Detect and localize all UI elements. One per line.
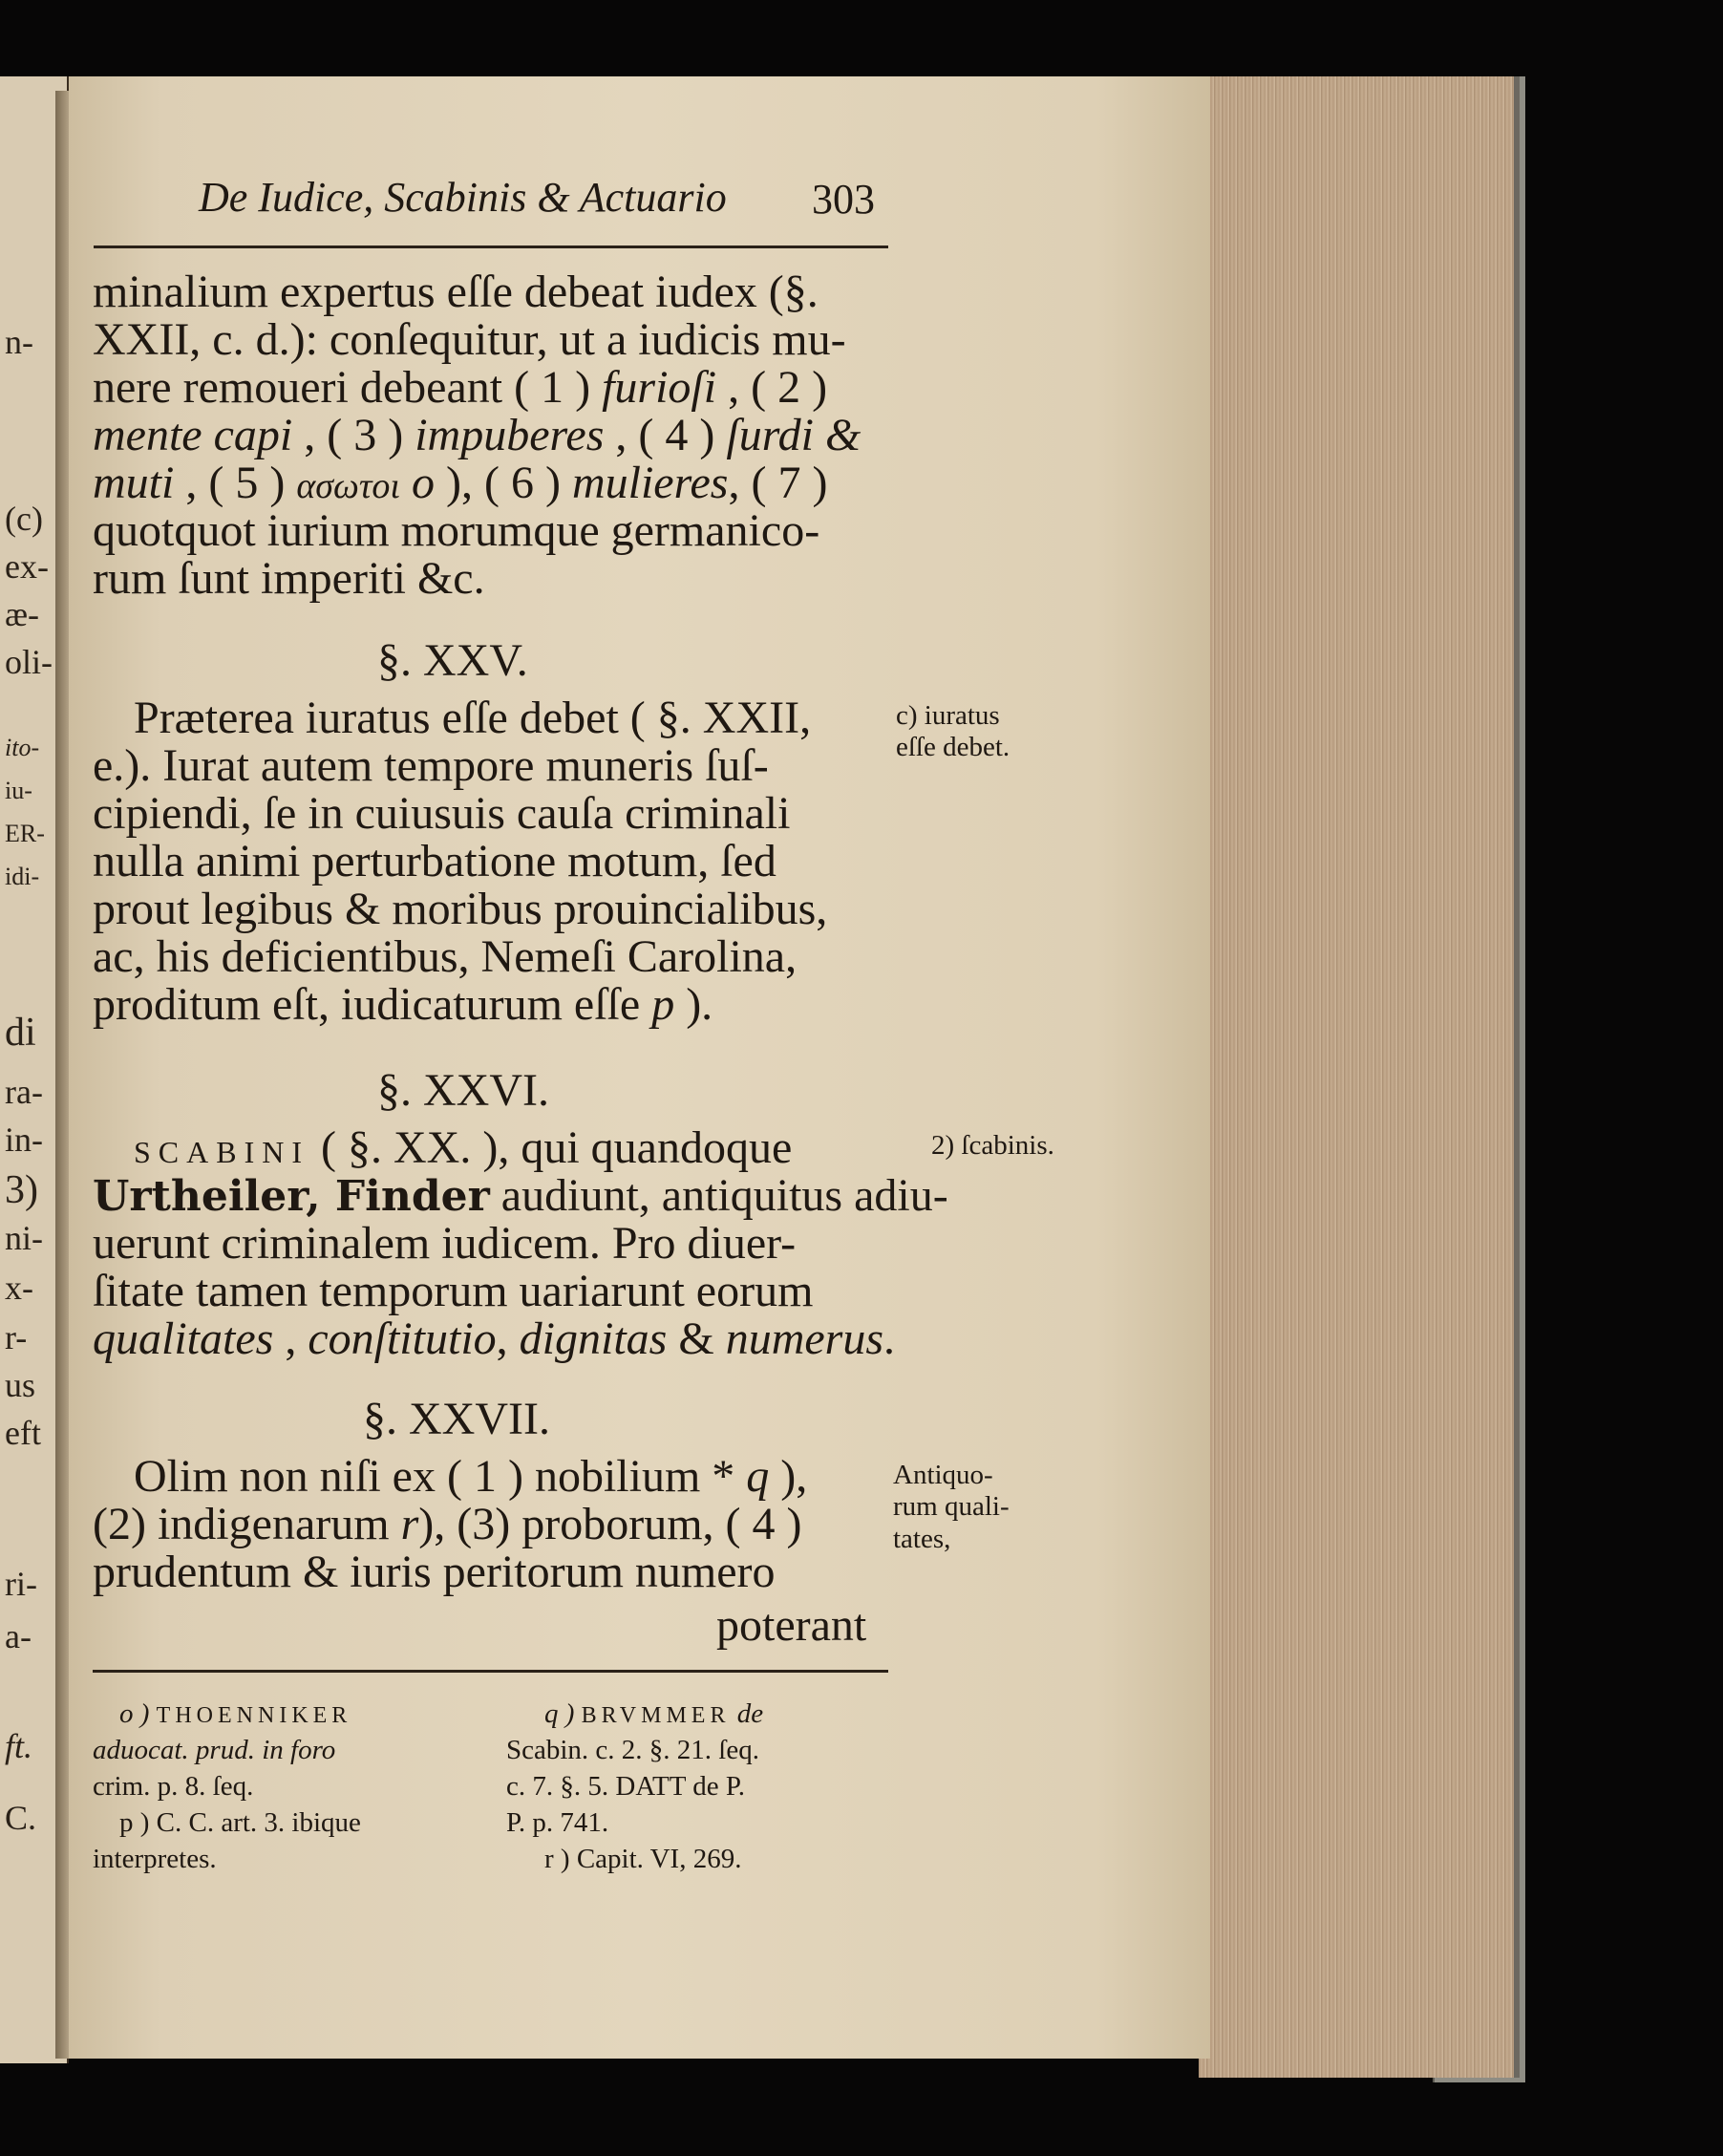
text-line: Urtheiler, Finder audiunt, antiquitus adiu- xyxy=(93,1170,948,1221)
left-fragment: oli- xyxy=(5,643,53,681)
text-line: (2) indigenarum r), (3) proborum, ( 4 ) xyxy=(93,1499,802,1549)
text-line: minalium expertus eſſe debeat iudex (§. xyxy=(93,267,819,317)
left-fragment: us xyxy=(5,1366,36,1404)
text-line: qualitates , conſtitutio, dignitas & numerus. xyxy=(93,1313,896,1364)
page-number: 303 xyxy=(812,176,875,223)
left-fragment: ra- xyxy=(5,1073,43,1111)
text-line: Olim non niſi ex ( 1 ) nobilium * q ), xyxy=(134,1451,808,1502)
text-line: proditum eſt, iudicaturum eſſe p ). xyxy=(93,979,713,1030)
text-line: mente capi , ( 3 ) impuberes , ( 4 ) ſurdi & xyxy=(93,410,862,460)
left-fragment: ni- xyxy=(5,1219,43,1257)
footnote-line: interpretes. xyxy=(93,1844,217,1874)
left-fragment: iu- xyxy=(5,777,32,804)
footnote-line: aduocat. prud. in foro xyxy=(93,1735,336,1765)
text-line: nere remoueri debeant ( 1 ) furioſi , ( 2 ) xyxy=(93,362,828,413)
text-line: prudentum & iuris peritorum numero xyxy=(93,1547,776,1597)
footnote-rule xyxy=(93,1670,888,1673)
footnote-line: c. 7. §. 5. DATT de P. xyxy=(506,1771,745,1802)
left-fragment: (c) xyxy=(5,500,43,538)
left-fragment: eft xyxy=(5,1414,41,1452)
footnote-line: Scabin. c. 2. §. 21. ſeq. xyxy=(506,1735,759,1765)
text-line: ac, his deficientibus, Nemeſi Carolina, xyxy=(93,931,798,982)
left-fragment: ER- xyxy=(5,820,45,847)
text-line: muti , ( 5 ) ασωτοι o ), ( 6 ) mulieres, ( 7 ) xyxy=(93,458,828,508)
footnote-line: P. p. 741. xyxy=(506,1807,609,1838)
left-fragment: idi- xyxy=(5,863,40,890)
text-line: cipiendi, ſe in cuiusuis cauſa criminali xyxy=(93,788,791,839)
running-title: De Iudice, Scabinis & Actuario xyxy=(199,174,727,221)
text-line: uerunt criminalem iudicem. Pro diuer- xyxy=(93,1218,797,1269)
left-fragment: ex- xyxy=(5,547,49,586)
page-block-edges xyxy=(1199,76,1520,2078)
text-line: e.). Iurat autem tempore muneris ſuſ- xyxy=(93,740,769,791)
left-fragment: ri- xyxy=(5,1565,37,1603)
left-fragment: C. xyxy=(5,1799,37,1837)
text-line: ſitate tamen temporum uariarunt eorum xyxy=(93,1266,814,1316)
left-fragment: æ- xyxy=(5,595,39,633)
text-line: quotquot iurium morumque germanico- xyxy=(93,505,820,556)
header-rule xyxy=(94,245,888,248)
text-line: prout legibus & moribus prouincialibus, xyxy=(93,884,828,934)
margin-note: Antiquo- rum quali- tates, xyxy=(893,1460,1010,1554)
left-fragment: ft. xyxy=(5,1727,33,1765)
left-fragment: a- xyxy=(5,1617,32,1655)
margin-note: c) iuratus eſſe debet. xyxy=(896,700,1010,763)
left-fragment: in- xyxy=(5,1121,43,1159)
text-line: Præterea iuratus eſſe debet ( §. XXII, xyxy=(134,693,812,743)
left-fragment: ito- xyxy=(5,734,40,761)
text-line: nulla animi perturbatione motum, ſed xyxy=(93,836,776,886)
left-fragment: di xyxy=(5,1011,36,1055)
footnote-line: p ) C. C. art. 3. ibique xyxy=(119,1807,361,1838)
left-fragment: r- xyxy=(5,1318,28,1356)
footnote-line: q ) BRVMMER de xyxy=(544,1698,764,1729)
section-heading: §. XXV. xyxy=(377,635,528,686)
left-fragment: x- xyxy=(5,1269,33,1307)
margin-note: 2) ſcabinis. xyxy=(931,1130,1054,1161)
text-line: XXII, c. d.): conſequitur, ut a iudicis mu- xyxy=(93,314,846,365)
footnote-line: crim. p. 8. ſeq. xyxy=(93,1771,254,1802)
section-heading: §. XXVII. xyxy=(363,1394,550,1444)
footnote-line: o ) THOENNIKER xyxy=(119,1698,352,1729)
footnote-line: r ) Capit. VI, 269. xyxy=(544,1844,742,1874)
section-heading: §. XXVI. xyxy=(377,1065,549,1116)
left-fragment: 3) xyxy=(5,1168,38,1212)
left-fragment: n- xyxy=(5,323,33,361)
text-line: rum ſunt imperiti &c. xyxy=(93,553,485,604)
text-line: SCABINI ( §. XX. ), qui quandoque xyxy=(134,1122,793,1173)
catchword: poterant xyxy=(716,1600,867,1651)
